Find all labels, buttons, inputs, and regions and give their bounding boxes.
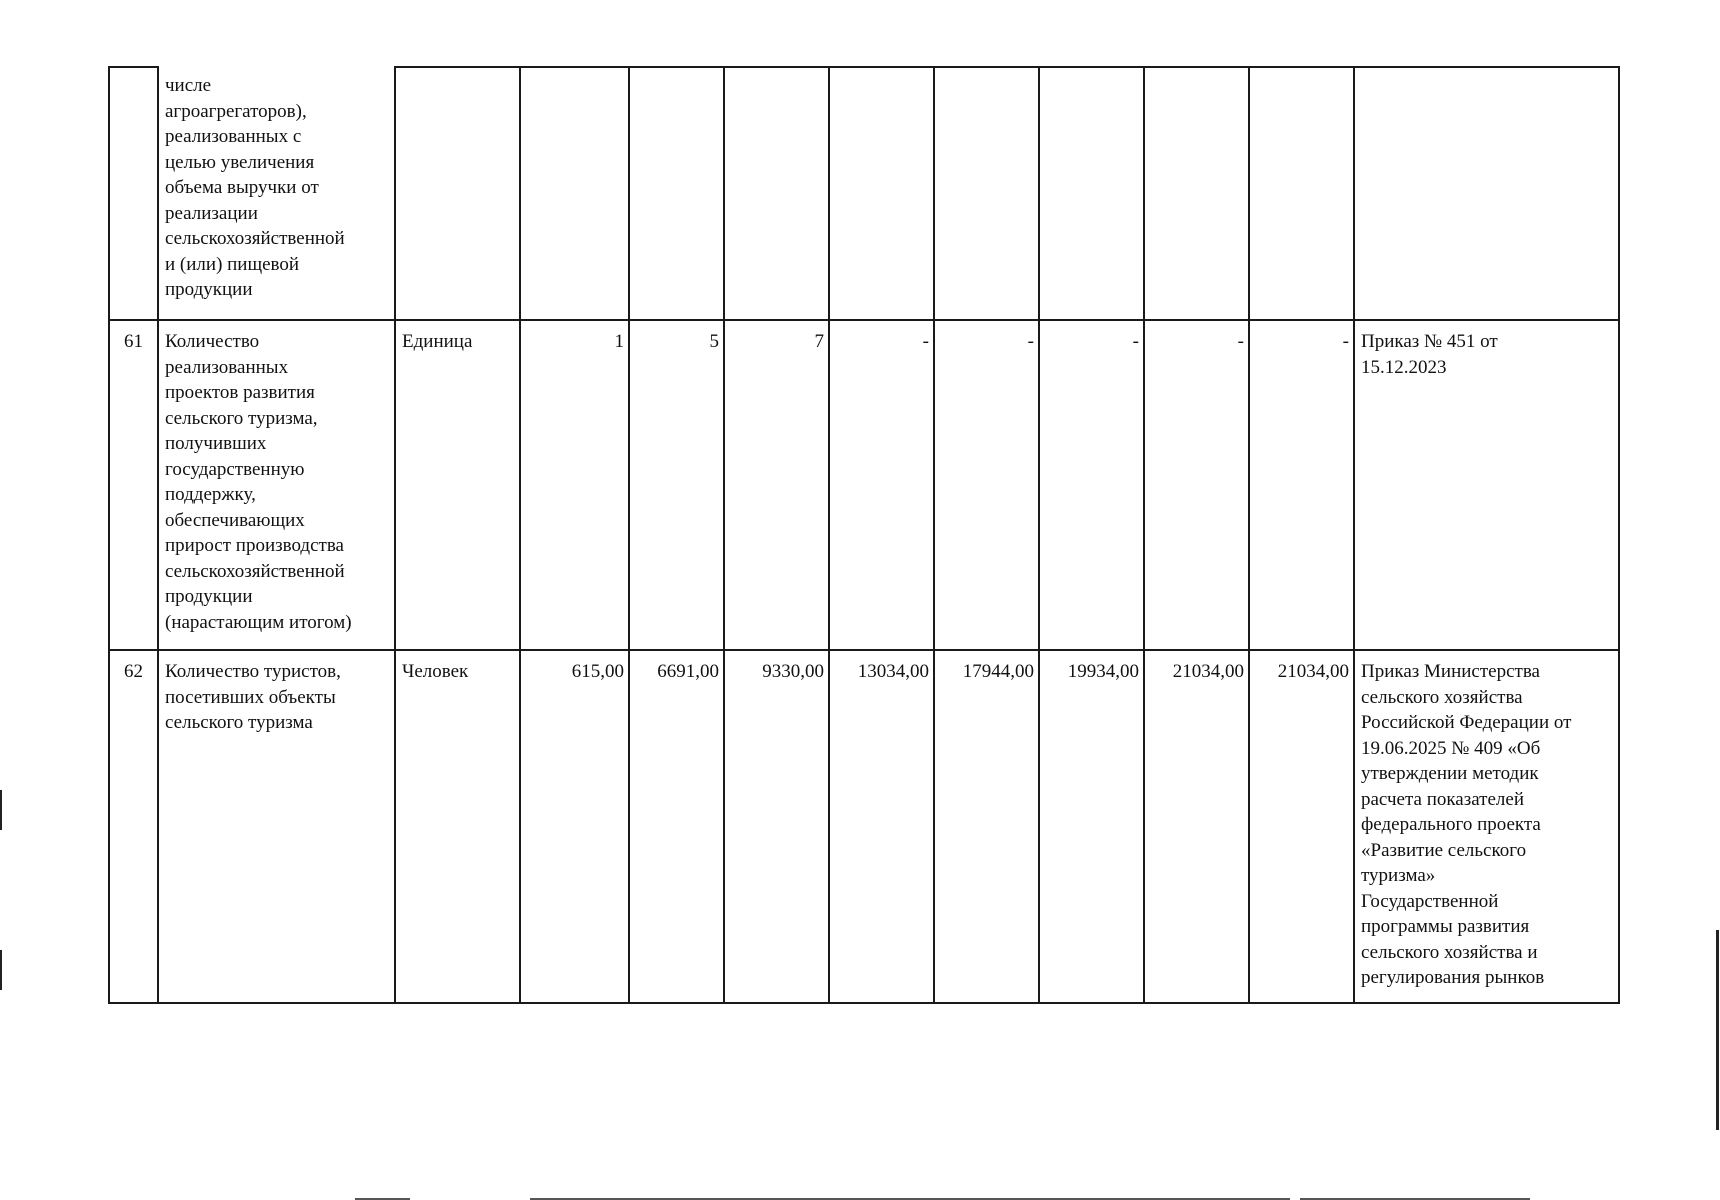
value-cell: - bbox=[829, 320, 934, 650]
value-cell: - bbox=[1249, 320, 1354, 650]
table-row bbox=[109, 320, 1619, 650]
value-cell: - bbox=[1039, 320, 1144, 650]
unit-cell bbox=[395, 67, 520, 320]
value-cell: 5 bbox=[629, 320, 724, 650]
scan-artifact-left bbox=[0, 790, 2, 830]
value-cell bbox=[1144, 67, 1249, 320]
value-cell: - bbox=[934, 320, 1039, 650]
value-cell bbox=[934, 67, 1039, 320]
value-cell: 7 bbox=[724, 320, 829, 650]
value-cell: 17944,00 bbox=[934, 650, 1039, 1003]
value-cell: 19934,00 bbox=[1039, 650, 1144, 1003]
source-document-cell bbox=[1354, 67, 1619, 320]
indicator-name-cell: Количество реализованных проектов развития сельского туризма, получивших государственную поддержку, обеспечивающих прирост производства сельскохозяйственной продукции (нарастающим итогом) bbox=[158, 320, 395, 650]
unit-cell: Единица bbox=[395, 320, 520, 650]
value-cell bbox=[520, 67, 629, 320]
source-document-cell: Приказ Министерства сельского хозяйства Российской Федерации от 19.06.2025 № 409 «Об утверждении методик расчета показателей федерального проекта «Развитие сельского туризма» Государственной программы развития сельского хозяйства и регулирования рынков bbox=[1354, 650, 1619, 1003]
indicator-table-sheet bbox=[108, 66, 1618, 1004]
row-index-cell: 61 bbox=[109, 320, 158, 650]
value-cell: 615,00 bbox=[520, 650, 629, 1003]
value-cell: 21034,00 bbox=[1249, 650, 1354, 1003]
indicator-table bbox=[108, 66, 1620, 1004]
value-cell bbox=[724, 67, 829, 320]
value-cell bbox=[1039, 67, 1144, 320]
indicator-name-cell: Количество туристов, посетивших объекты сельского туризма bbox=[158, 650, 395, 1003]
value-cell: 1 bbox=[520, 320, 629, 650]
value-cell: 9330,00 bbox=[724, 650, 829, 1003]
table-row bbox=[109, 67, 1619, 320]
row-index-cell: 62 bbox=[109, 650, 158, 1003]
value-cell: - bbox=[1144, 320, 1249, 650]
scan-artifact-left bbox=[0, 950, 2, 990]
scan-artifact-right bbox=[1716, 930, 1719, 1130]
value-cell: 21034,00 bbox=[1144, 650, 1249, 1003]
source-document-cell: Приказ № 451 от 15.12.2023 bbox=[1354, 320, 1619, 650]
value-cell: 13034,00 bbox=[829, 650, 934, 1003]
row-index-cell bbox=[109, 67, 158, 320]
indicator-name-cell: числе агроагрегаторов), реализованных с целью увеличения объема выручки от реализации сельскохозяйственной и (или) пищевой продукции bbox=[158, 67, 395, 320]
unit-cell: Человек bbox=[395, 650, 520, 1003]
table-row bbox=[109, 650, 1619, 1003]
value-cell: 6691,00 bbox=[629, 650, 724, 1003]
value-cell bbox=[629, 67, 724, 320]
value-cell bbox=[829, 67, 934, 320]
value-cell bbox=[1249, 67, 1354, 320]
